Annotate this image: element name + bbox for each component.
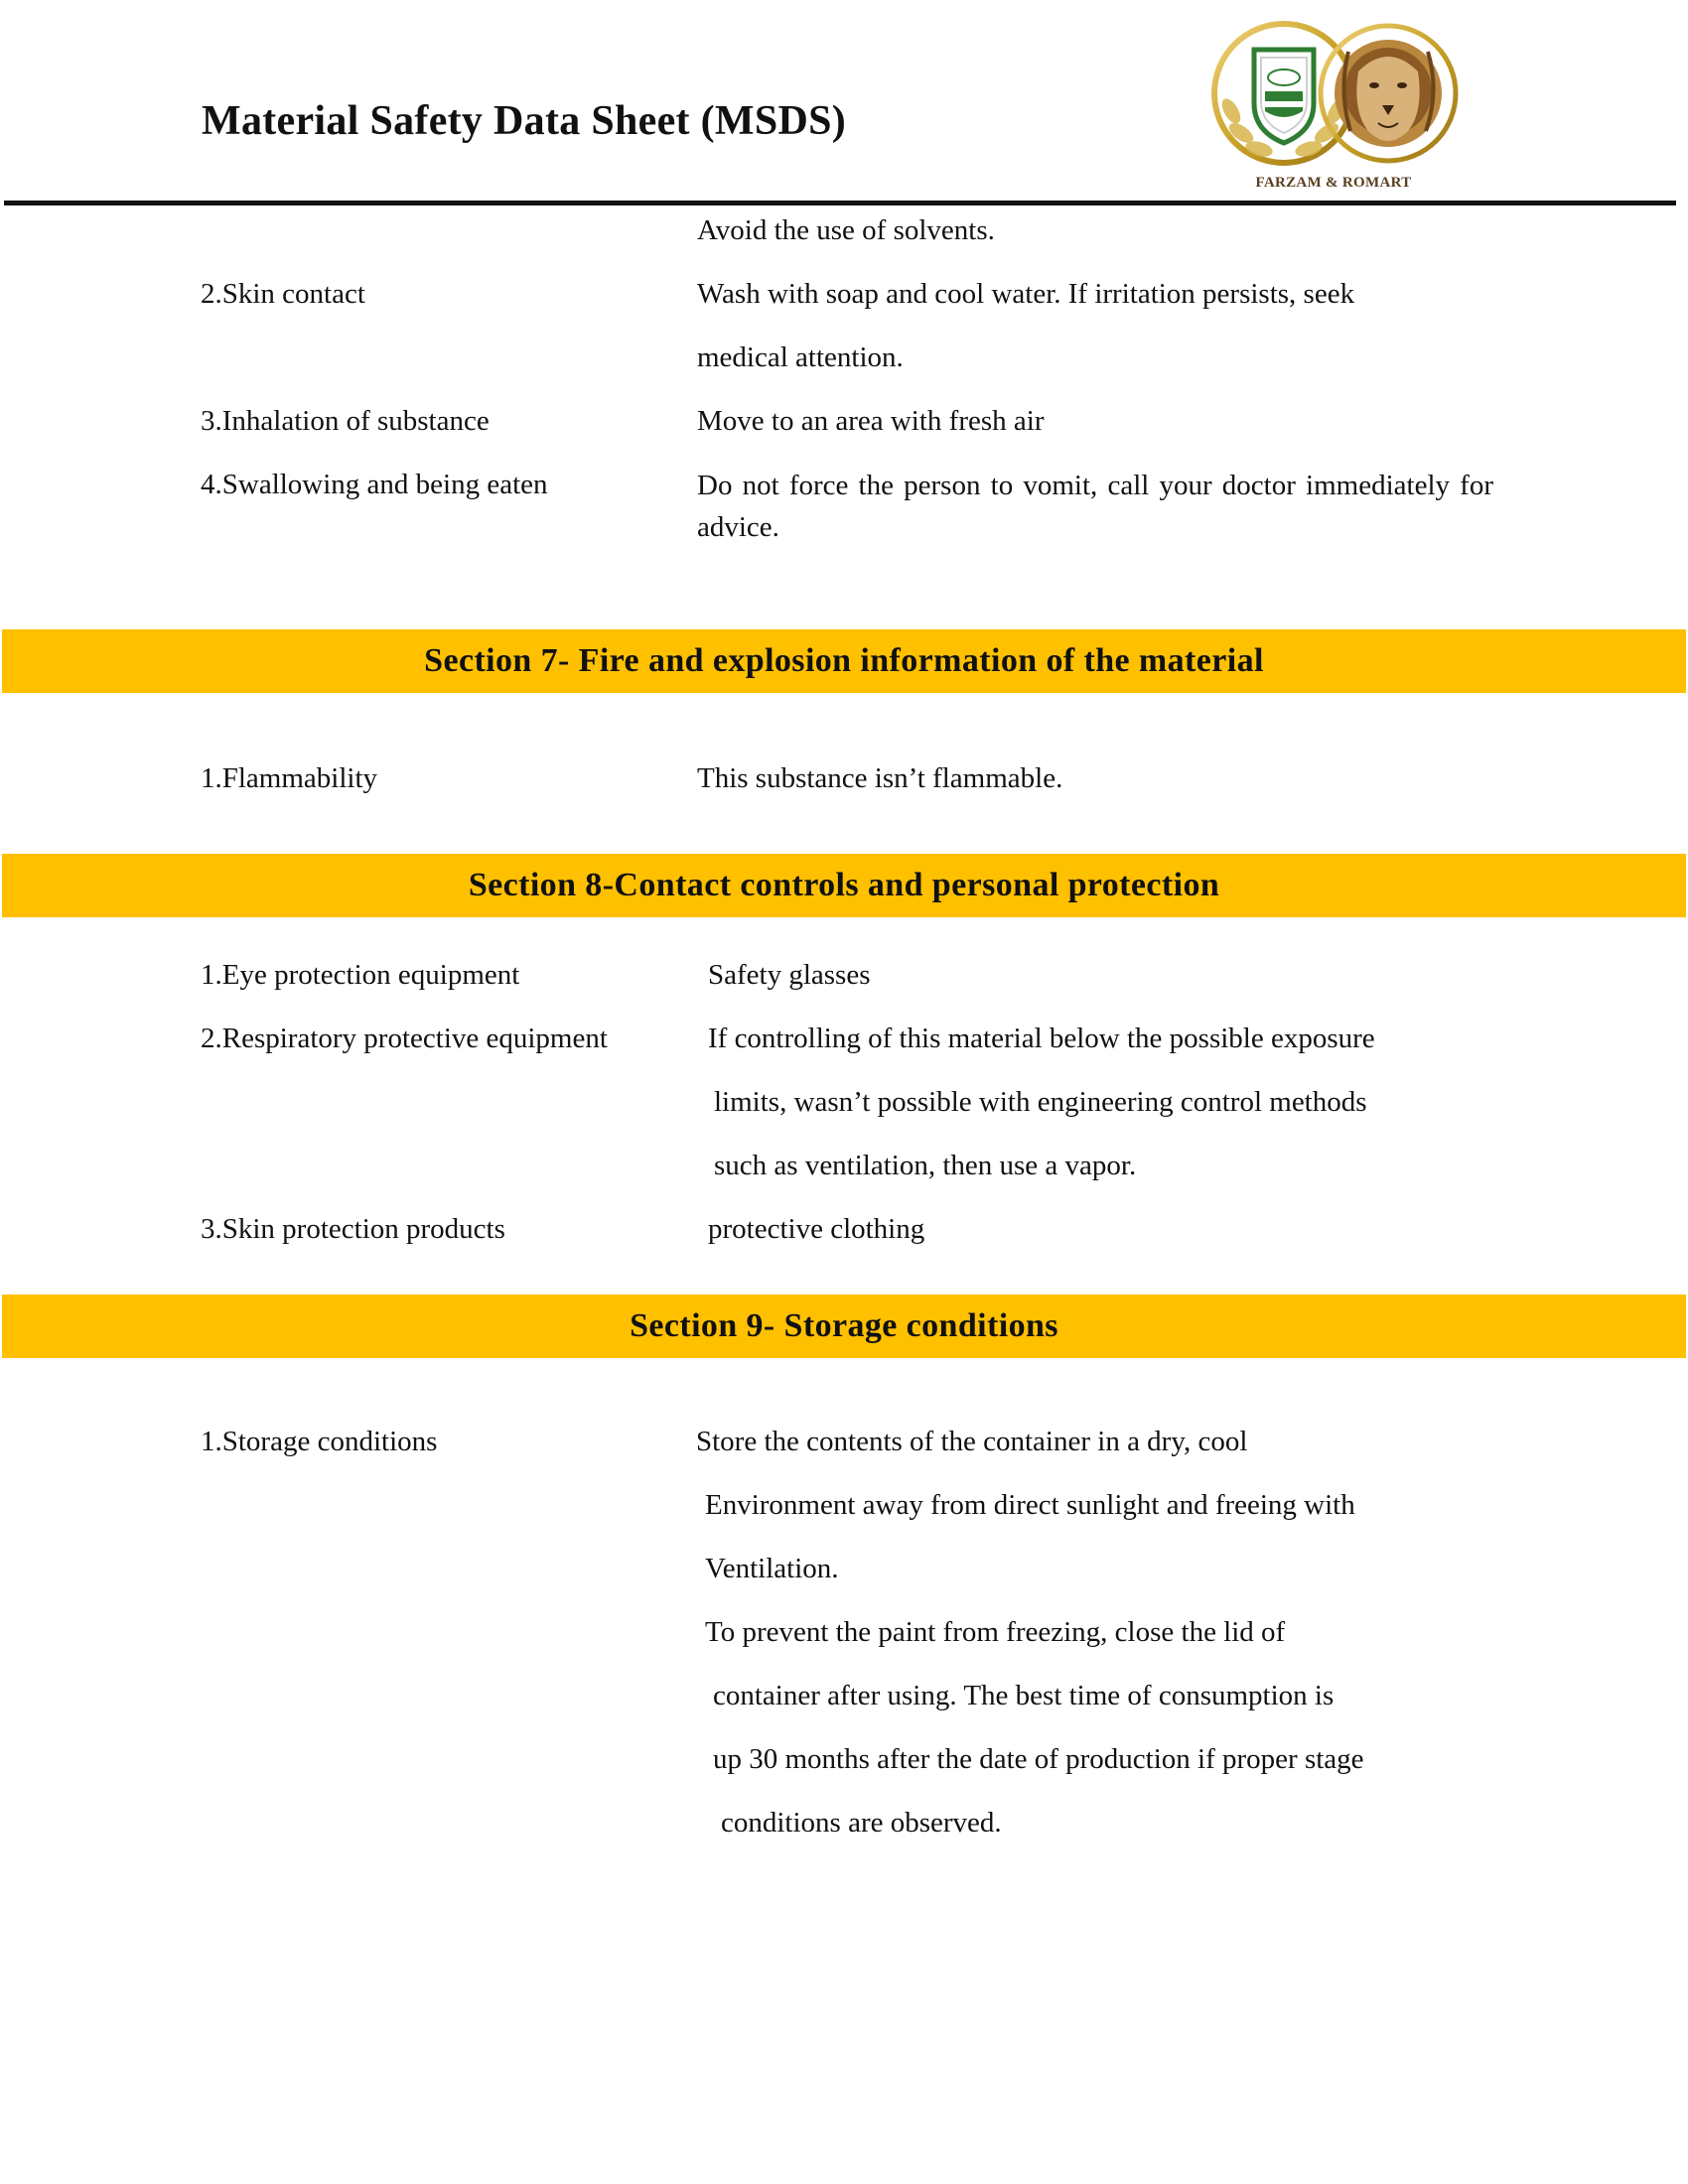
storage-value-line1: Store the contents of the container in a dry, cool <box>696 1426 1248 1457</box>
section-7-header: Section 7- Fire and explosion information of the material <box>2 629 1686 693</box>
skin-contact-value-line1: Wash with soap and cool water. If irritation persists, seek <box>697 278 1355 310</box>
flammability-value: This substance isn’t flammable. <box>697 762 1063 794</box>
logo-emblem <box>1199 12 1468 181</box>
storage-value-line4: To prevent the paint from freezing, close the lid of <box>705 1616 1286 1648</box>
section-9-header: Section 9- Storage conditions <box>2 1295 1686 1358</box>
inhalation-label: 3.Inhalation of substance <box>201 405 490 437</box>
respiratory-value-line3: such as ventilation, then use a vapor. <box>714 1150 1137 1181</box>
page-title: Material Safety Data Sheet (MSDS) <box>202 98 847 144</box>
storage-value-line6: up 30 months after the date of production if proper stage <box>713 1743 1364 1775</box>
respiratory-label: 2.Respiratory protective equipment <box>201 1023 608 1054</box>
skin-protection-label: 3.Skin protection products <box>201 1213 505 1245</box>
respiratory-value-line1: If controlling of this material below the possible exposure <box>708 1023 1375 1054</box>
company-logo <box>1199 12 1468 201</box>
respiratory-value-line2: limits, wasn’t possible with engineering control methods <box>714 1086 1367 1118</box>
swallowing-value: Do not force the person to vomit, call your doctor immediately for advice. <box>697 470 1493 543</box>
swallowing-label: 4.Swallowing and being eaten <box>201 469 548 500</box>
storage-value-line3: Ventilation. <box>705 1553 839 1584</box>
storage-value-line2: Environment away from direct sunlight and freeing with <box>705 1489 1355 1521</box>
section-8-header: Section 8-Contact controls and personal protection <box>2 854 1686 917</box>
eye-protection-label: 1.Eye protection equipment <box>201 959 520 991</box>
skin-contact-value-line2: medical attention. <box>697 341 904 373</box>
storage-value-line7: conditions are observed. <box>721 1807 1002 1839</box>
logo-caption: FARZAM & ROMART <box>1255 175 1412 191</box>
skin-protection-value: protective clothing <box>708 1213 925 1245</box>
flammability-label: 1.Flammability <box>201 762 378 794</box>
eye-protection-value: Safety glasses <box>708 959 871 991</box>
inhalation-value: Move to an area with fresh air <box>697 405 1045 437</box>
skin-contact-label: 2.Skin contact <box>201 278 365 310</box>
storage-label: 1.Storage conditions <box>201 1426 438 1457</box>
first-aid-continuation: Avoid the use of solvents. <box>697 214 995 246</box>
storage-value-line5: container after using. The best time of consumption is <box>713 1680 1335 1711</box>
